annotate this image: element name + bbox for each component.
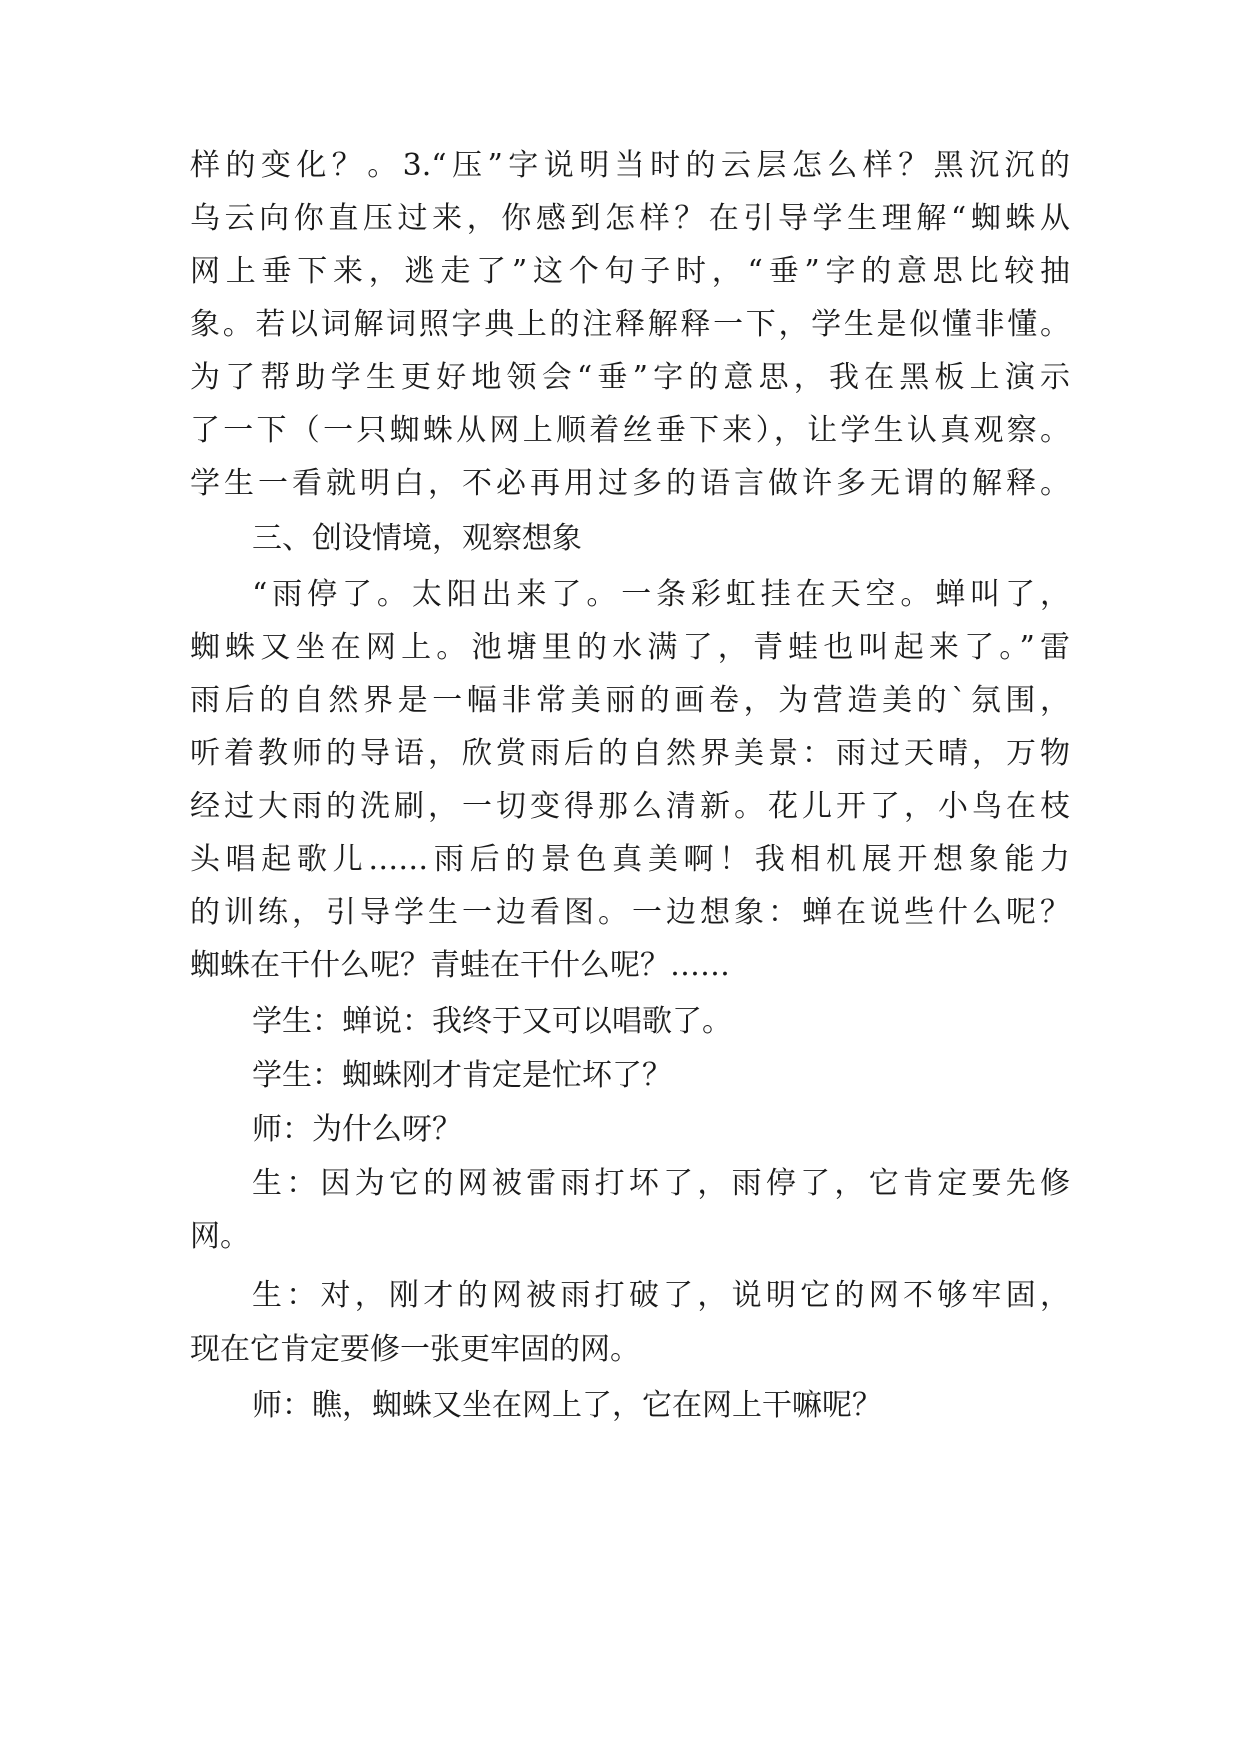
body-text-line: 乌云向你直压过来，你感到怎样？在引导学生理解“蜘蛛从 bbox=[190, 201, 1070, 236]
dialogue-line: 师：为什么呀？ bbox=[252, 1112, 462, 1147]
body-text-line: 样的变化？。3.“压”字说明当时的云层怎么样？黑沉沉的 bbox=[190, 148, 1070, 183]
dialogue-line: 网。 bbox=[190, 1219, 250, 1254]
body-text-line: 头唱起歌儿……雨后的景色真美啊！我相机展开想象能力 bbox=[190, 842, 1070, 877]
dialogue-line: 现在它肯定要修一张更牢固的网。 bbox=[190, 1332, 640, 1367]
body-text-line: 经过大雨的洗刷，一切变得那么清新。花儿开了，小鸟在枝 bbox=[190, 789, 1070, 824]
section-heading: 三、创设情境，观察想象 bbox=[252, 521, 582, 556]
dialogue-line: 学生：蜘蛛刚才肯定是忙坏了？ bbox=[252, 1058, 672, 1093]
dialogue-line: 学生：蝉说：我终于又可以唱歌了。 bbox=[252, 1004, 732, 1039]
dialogue-line: 生：因为它的网被雷雨打坏了，雨停了，它肯定要先修 bbox=[252, 1166, 1070, 1201]
body-text-line: 了一下（一只蜘蛛从网上顺着丝垂下来），让学生认真观察。 bbox=[190, 413, 1070, 448]
body-text-line: “雨停了。太阳出来了。一条彩虹挂在天空。蝉叫了， bbox=[252, 577, 1070, 612]
body-text-line: 蜘蛛在干什么呢？青蛙在干什么呢？…… bbox=[190, 948, 730, 983]
body-text-line: 象。若以词解词照字典上的注释解释一下，学生是似懂非懂。 bbox=[190, 307, 1070, 342]
body-text-line: 蜘蛛又坐在网上。池塘里的水满了，青蛙也叫起来了。”雷 bbox=[190, 630, 1070, 665]
dialogue-line: 师：瞧，蜘蛛又坐在网上了，它在网上干嘛呢？ bbox=[252, 1388, 882, 1423]
dialogue-line: 生：对，刚才的网被雨打破了，说明它的网不够牢固， bbox=[252, 1278, 1070, 1313]
body-text-line: 雨后的自然界是一幅非常美丽的画卷，为营造美的`氛围， bbox=[190, 683, 1070, 718]
body-text-line: 学生一看就明白，不必再用过多的语言做许多无谓的解释。 bbox=[190, 466, 1070, 501]
body-text-line: 网上垂下来，逃走了”这个句子时，“垂”字的意思比较抽 bbox=[190, 254, 1070, 289]
body-text-line: 听着教师的导语，欣赏雨后的自然界美景：雨过天晴，万物 bbox=[190, 736, 1070, 771]
body-text-line: 的训练，引导学生一边看图。一边想象：蝉在说些什么呢？ bbox=[190, 895, 1070, 930]
body-text-line: 为了帮助学生更好地领会“垂”字的意思，我在黑板上演示 bbox=[190, 360, 1070, 395]
